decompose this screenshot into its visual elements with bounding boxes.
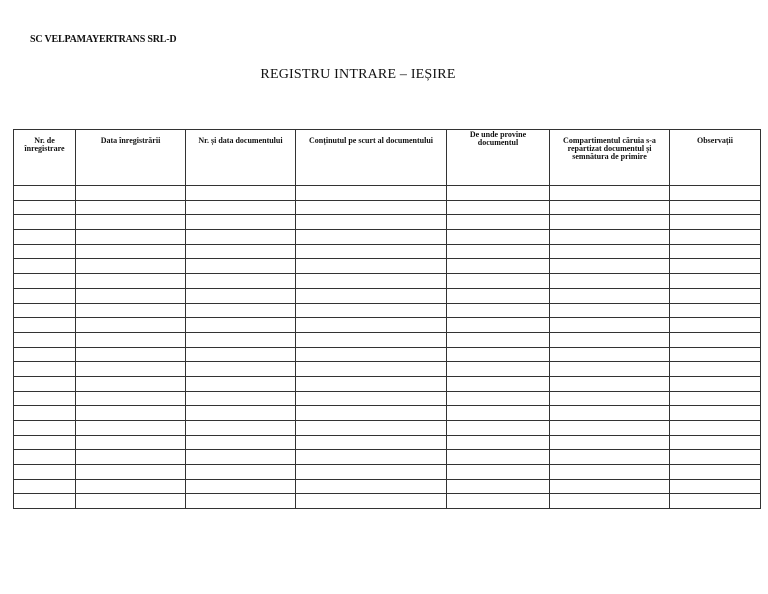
table-cell [670, 465, 761, 480]
table-cell [14, 435, 76, 450]
table-cell [550, 244, 670, 259]
table-row [14, 435, 761, 450]
table-cell [14, 421, 76, 436]
table-cell [447, 406, 550, 421]
table-cell [550, 376, 670, 391]
table-cell [186, 421, 296, 436]
table-cell [14, 450, 76, 465]
table-cell [14, 186, 76, 201]
table-cell [670, 332, 761, 347]
column-header-compartiment: Compartimentul căruia s-a repartizat documentul și semnătura de primire [550, 130, 670, 186]
table-row [14, 450, 761, 465]
company-name: SC VELPAMAYERTRANS SRL-D [30, 34, 177, 45]
table-row [14, 332, 761, 347]
table-cell [186, 259, 296, 274]
table-cell [670, 230, 761, 245]
table-cell [296, 391, 447, 406]
table-cell [670, 494, 761, 509]
table-cell [186, 465, 296, 480]
table-cell [186, 303, 296, 318]
table-cell [447, 391, 550, 406]
table-cell [14, 303, 76, 318]
table-cell [76, 362, 186, 377]
table-cell [186, 200, 296, 215]
table-cell [447, 450, 550, 465]
table-cell [447, 435, 550, 450]
table-cell [550, 303, 670, 318]
table-cell [670, 347, 761, 362]
table-cell [296, 494, 447, 509]
table-cell [670, 186, 761, 201]
table-cell [296, 376, 447, 391]
table-cell [186, 494, 296, 509]
table-cell [550, 274, 670, 289]
table-cell [447, 494, 550, 509]
table-cell [296, 303, 447, 318]
table-cell [670, 259, 761, 274]
table-cell [670, 479, 761, 494]
table-body [14, 186, 761, 509]
table-cell [447, 318, 550, 333]
table-cell [76, 347, 186, 362]
table-cell [550, 362, 670, 377]
table-cell [14, 332, 76, 347]
table-cell [447, 376, 550, 391]
table-cell [296, 274, 447, 289]
table-cell [447, 332, 550, 347]
table-cell [76, 479, 186, 494]
table-cell [550, 479, 670, 494]
table-row [14, 391, 761, 406]
table-cell [14, 362, 76, 377]
table-row [14, 465, 761, 480]
table-cell [186, 450, 296, 465]
table-cell [14, 479, 76, 494]
table-cell [186, 244, 296, 259]
table-cell [186, 215, 296, 230]
table-cell [296, 259, 447, 274]
table-cell [76, 465, 186, 480]
table-row [14, 479, 761, 494]
table-cell [296, 465, 447, 480]
table-cell [14, 200, 76, 215]
table-cell [186, 288, 296, 303]
table-cell [670, 376, 761, 391]
table-cell [296, 479, 447, 494]
table-cell [186, 332, 296, 347]
table-cell [76, 421, 186, 436]
table-cell [550, 200, 670, 215]
table-cell [186, 274, 296, 289]
column-header-nr: Nr. de înregistrare [14, 130, 76, 186]
table-cell [550, 421, 670, 436]
table-cell [186, 479, 296, 494]
table-cell [447, 230, 550, 245]
table-cell [670, 406, 761, 421]
table-row [14, 274, 761, 289]
table-cell [670, 362, 761, 377]
table-row [14, 406, 761, 421]
table-row [14, 318, 761, 333]
table-cell [186, 362, 296, 377]
table-cell [670, 303, 761, 318]
table-cell [447, 347, 550, 362]
table-cell [670, 200, 761, 215]
table-cell [670, 318, 761, 333]
table-cell [447, 244, 550, 259]
table-cell [14, 318, 76, 333]
table-cell [296, 450, 447, 465]
table-cell [186, 391, 296, 406]
table-cell [550, 465, 670, 480]
table-cell [447, 479, 550, 494]
table-cell [447, 288, 550, 303]
table-cell [670, 435, 761, 450]
table-cell [296, 406, 447, 421]
table-cell [186, 347, 296, 362]
table-row [14, 200, 761, 215]
column-header-data: Data înregistrării [76, 130, 186, 186]
table-cell [76, 332, 186, 347]
table-cell [550, 435, 670, 450]
table-row [14, 303, 761, 318]
table-cell [14, 376, 76, 391]
table-cell [670, 421, 761, 436]
table-cell [14, 465, 76, 480]
table-cell [550, 450, 670, 465]
table-cell [76, 391, 186, 406]
table-cell [550, 318, 670, 333]
table-cell [550, 494, 670, 509]
table-cell [296, 288, 447, 303]
table-cell [447, 303, 550, 318]
table-cell [296, 230, 447, 245]
table-cell [296, 200, 447, 215]
table-row [14, 347, 761, 362]
table-cell [186, 406, 296, 421]
table-cell [76, 230, 186, 245]
table-cell [296, 435, 447, 450]
table-cell [550, 332, 670, 347]
table-cell [296, 186, 447, 201]
table-cell [550, 391, 670, 406]
table-row [14, 259, 761, 274]
table-cell [76, 288, 186, 303]
table-cell [670, 274, 761, 289]
table-cell [296, 362, 447, 377]
table-row [14, 421, 761, 436]
table-cell [186, 318, 296, 333]
table-row [14, 376, 761, 391]
table-row [14, 230, 761, 245]
table-cell [296, 244, 447, 259]
table-cell [550, 259, 670, 274]
table-cell [14, 391, 76, 406]
table-cell [186, 186, 296, 201]
table-cell [670, 391, 761, 406]
table-cell [447, 465, 550, 480]
table-cell [76, 186, 186, 201]
table-cell [447, 362, 550, 377]
table-row [14, 362, 761, 377]
table-cell [296, 347, 447, 362]
table-cell [447, 200, 550, 215]
table-cell [14, 259, 76, 274]
table-cell [670, 244, 761, 259]
table-cell [76, 274, 186, 289]
column-header-continut: Conținutul pe scurt al documentului [296, 130, 447, 186]
table-cell [14, 347, 76, 362]
table-cell [14, 230, 76, 245]
table-cell [76, 259, 186, 274]
table-cell [670, 215, 761, 230]
table-cell [14, 406, 76, 421]
column-header-observatii: Observații [670, 130, 761, 186]
table-row [14, 288, 761, 303]
table-cell [76, 303, 186, 318]
table-cell [76, 376, 186, 391]
table-cell [447, 421, 550, 436]
table-cell [447, 186, 550, 201]
table-cell [550, 215, 670, 230]
table-cell [14, 274, 76, 289]
table-cell [76, 406, 186, 421]
table-cell [76, 215, 186, 230]
table-cell [550, 230, 670, 245]
table-cell [447, 215, 550, 230]
table-header-row [14, 130, 761, 186]
table-cell [296, 215, 447, 230]
table-cell [670, 288, 761, 303]
table-cell [76, 318, 186, 333]
table-row [14, 494, 761, 509]
table-cell [14, 215, 76, 230]
table-cell [296, 332, 447, 347]
table-cell [550, 288, 670, 303]
table-cell [14, 494, 76, 509]
table-cell [76, 200, 186, 215]
table-cell [186, 376, 296, 391]
table-cell [76, 435, 186, 450]
table-cell [76, 244, 186, 259]
table-cell [550, 347, 670, 362]
column-header-provenienta: De unde provine documentul [447, 130, 550, 186]
table-row [14, 215, 761, 230]
table-cell [550, 186, 670, 201]
table-row [14, 186, 761, 201]
table-cell [186, 230, 296, 245]
table-cell [186, 435, 296, 450]
table-cell [550, 406, 670, 421]
column-header-nr-data-document: Nr. și data documentului [186, 130, 296, 186]
table-row [14, 244, 761, 259]
table-cell [670, 450, 761, 465]
table-cell [76, 494, 186, 509]
register-table [13, 129, 761, 509]
document-title: REGISTRU INTRARE – IEȘIRE [260, 67, 456, 82]
table-cell [447, 274, 550, 289]
table-cell [447, 259, 550, 274]
table-cell [14, 288, 76, 303]
table-cell [14, 244, 76, 259]
table-cell [296, 318, 447, 333]
table-cell [296, 421, 447, 436]
table-cell [76, 450, 186, 465]
